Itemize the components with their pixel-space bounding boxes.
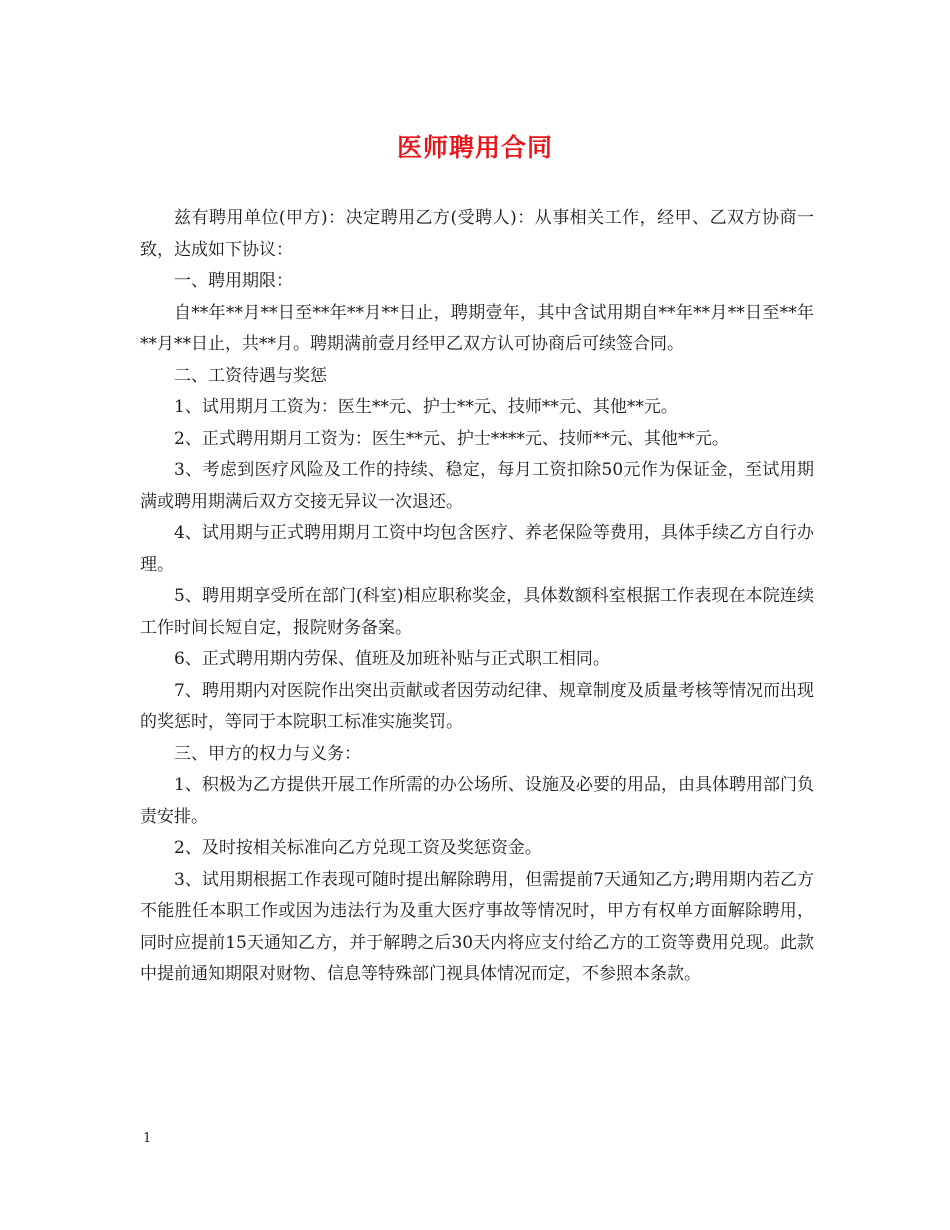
page-number: 1 — [143, 1131, 152, 1146]
clause-salary-2: 2、正式聘用期月工资为：医生**元、护士****元、技师**元、其他**元。 — [174, 428, 729, 449]
clause-salary-1: 1、试用期月工资为：医生**元、护士**元、技师**元、其他**元。 — [174, 397, 678, 417]
paragraph-term: 自**年**月**日至**年**月**日止，聘期壹年，其中含试用期自**年**月**日至**年**月**日止，共**月。聘期满前壹月经甲乙双方认可协商后可续签合同。 — [140, 302, 814, 354]
paragraph-intro: 兹有聘用单位(甲方)：决定聘用乙方(受聘人)：从事相关工作，经甲、乙双方协商一致，达成如下协议： — [140, 208, 814, 260]
section-heading-term: 一、聘用期限： — [174, 271, 293, 291]
clause-salary-5: 5、聘用期享受所在部门(科室)相应职称奖金，具体数额科室根据工作表现在本院连续工作时间长短自定，报院财务备案。 — [140, 586, 814, 638]
clause-party-a-1: 1、积极为乙方提供开展工作所需的办公场所、设施及必要的用品，由具体聘用部门负责安排。 — [140, 775, 814, 827]
clause-salary-3: 3、考虑到医疗风险及工作的持续、稳定，每月工资扣除50元作为保证金，至试用期满或聘用期满后双方交接无异议一次退还。 — [140, 460, 814, 512]
document-body — [140, 203, 814, 991]
clause-salary-7: 7、聘用期内对医院作出突出贡献或者因劳动纪律、规章制度及质量考核等情况而出现的奖惩时，等同于本院职工标准实施奖罚。 — [140, 680, 814, 732]
clause-salary-4: 4、试用期与正式聘用期月工资中均包含医疗、养老保险等费用，具体手续乙方自行办理。 — [140, 523, 814, 575]
section-heading-party-a: 三、甲方的权力与义务： — [174, 743, 361, 764]
clause-salary-6: 6、正式聘用期内劳保、值班及加班补贴与正式职工相同。 — [174, 649, 610, 669]
clause-party-a-3: 3、试用期根据工作表现可随时提出解除聘用，但需提前7天通知乙方;聘用期内若乙方不能胜任本职工作或因为违法行为及重大医疗事故等情况时，甲方有权单方面解除聘用，同时应提前15天通知乙方，并于解聘之后30天内将应支付给乙方的工资等费用兑现。此款中提前通知期限对财物、信息等特殊部门视具体情况而定，不参照本条款。 — [140, 869, 814, 984]
document-title: 医师聘用合同 — [396, 133, 553, 162]
section-heading-salary: 二、工资待遇与奖惩 — [174, 365, 327, 386]
clause-party-a-2: 2、及时按相关标准向乙方兑现工资及奖惩资金。 — [174, 838, 542, 858]
